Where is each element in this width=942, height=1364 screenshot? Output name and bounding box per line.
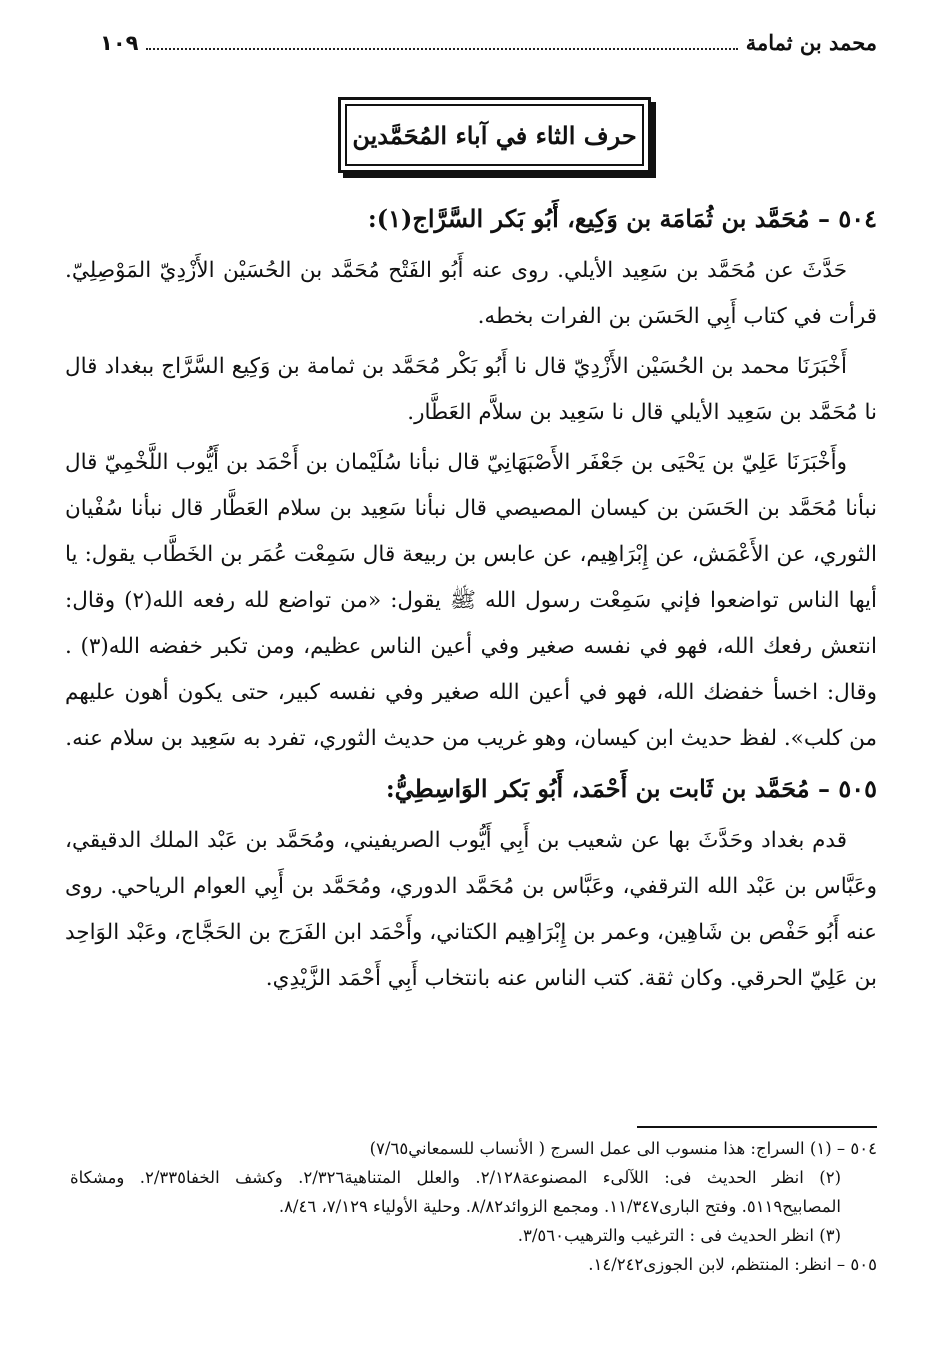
entry-title-504: ٥٠٤ – مُحَمَّد بن ثُمَامَة بن وَكِيع، أَبُو بَكر السَّرَّاج(١):: [367, 204, 877, 233]
header-title: محمد بن ثمامة: [745, 30, 877, 55]
entry-504-paragraph-1: حَدَّثَ عن مُحَمَّد بن سَعِيد الأيلي. روى عنه أَبُو الفَتْح مُحَمَّد بن الحُسَيْن الأَزْدِيّ المَوْصِلِيّ. قرأت في كتاب أَبِي الحَسَن بن الفرات بخطه.: [65, 258, 877, 329]
footnotes: [70, 1134, 877, 1279]
entry-504-paragraph-2: أَخْبَرَنَا محمد بن الحُسَيْن الأَزْدِيّ قال نا أَبُو بَكْر مُحَمَّد بن ثمامة بن وَكِيع السَّرَّاج ببغداد قال نا مُحَمَّد بن سَعِيد الأيلي قال نا سَعِيد بن سلاَّم العَطَّار.: [65, 354, 877, 425]
footnote-504-2: (٢) انظر الحديث فى: اللآلىء المصنوعة٢/١٢٨. والعلل المتناهية٢/٣٢٦. وكشف الخفا٢/٣٣٥. ومشكاة المصابيح٥١١٩. وفتح البارى١١/٣٤٧. ومجمع الزوائد٨/٨٢. وحلية الأولياء ٧/١٢٩، ٨/٤٦.: [70, 1168, 841, 1216]
main-text: [65, 192, 877, 1006]
section-title: حرف الثاء في آباء المُحَمَّدين: [345, 104, 644, 166]
footnote-505: ٥٠٥ – انظر: المنتظم، لابن الجوزى١٤/٢٤٢.: [588, 1255, 877, 1274]
footnote-504-1: ٥٠٤ – (١) السراج: هذا منسوب الى عمل السرج ( الأنساب للسمعاني٧/٦٥): [369, 1139, 877, 1158]
footnote-504-3: (٣) انظر الحديث فى : الترغيب والترهيب٣/٥٦٠.: [517, 1226, 841, 1245]
entry-505-paragraph-1: قدم بغداد وحَدَّثَ بها عن شعيب بن أَبِي أَيُّوب الصريفيني، ومُحَمَّد بن عَبْد الملك الدقيقي، وعَبَّاس بن عَبْد الله الترقفي، وعَبَّاس بن مُحَمَّد الدوري، ومُحَمَّد بن أَبِي العوام الرياحي. روى عنه أَبُو حَفْص بن شَاهِين، وعمر بن إِبْرَاهِيم الكتاني، وأَحْمَد ابن الفَرَج بن الحَجَّاج، وعَبْد الوَاحِد بن عَلِيّ الحرقي. وكان ثقة. كتب الناس عنه بانتخاب أَبِي أَحْمَد الزَّيْدِي.: [65, 828, 877, 991]
running-header: [100, 30, 877, 56]
header-dot-leader: [146, 48, 737, 50]
section-title-frame: [338, 97, 651, 173]
entry-title-505: ٥٠٥ – مُحَمَّد بن ثَابت بن أَحْمَد، أَبُو بَكر الوَاسِطِيُّ:: [385, 774, 877, 803]
entry-504-paragraph-3: وأَخْبَرَنَا عَلِيّ بن يَحْيَى بن جَعْفَر الأَصْبَهَانِيّ قال نبأنا سُلَيْمان بن أَحْمَد بن أَيُّوب اللَّخْمِيّ قال نبأنا مُحَمَّد بن الحَسَن بن كيسان المصيصي قال نبأنا سَعِيد بن سلام العَطَّار قال نبأنا سُفْيان الثوري، عن الأَعْمَش، عن إِبْرَاهِيم، عن عابس بن ربيعة قال سَمِعْت عُمَر بن الخَطَّاب يقول: يا أيها الناس تواضعوا فإني سَمِعْت رسول الله ﷺ يقول: «من تواضع لله رفعه الله(٢) وقال: انتعش رفعك الله، فهو في نفسه صغير وفي أعين الناس عظيم، ومن تكبر خفضه الله(٣) . وقال: اخسأ خفضك الله، فهو في أعين الله صغير وفي نفسه كبير، حتى يكون أهون عليهم من كلب». لفظ حديث ابن كيسان، وهو غريب من حديث الثوري، تفرد به سَعِيد بن سلام عنه.: [65, 450, 878, 751]
page-number: ١٠٩: [100, 31, 139, 55]
footnote-separator: [637, 1126, 877, 1128]
